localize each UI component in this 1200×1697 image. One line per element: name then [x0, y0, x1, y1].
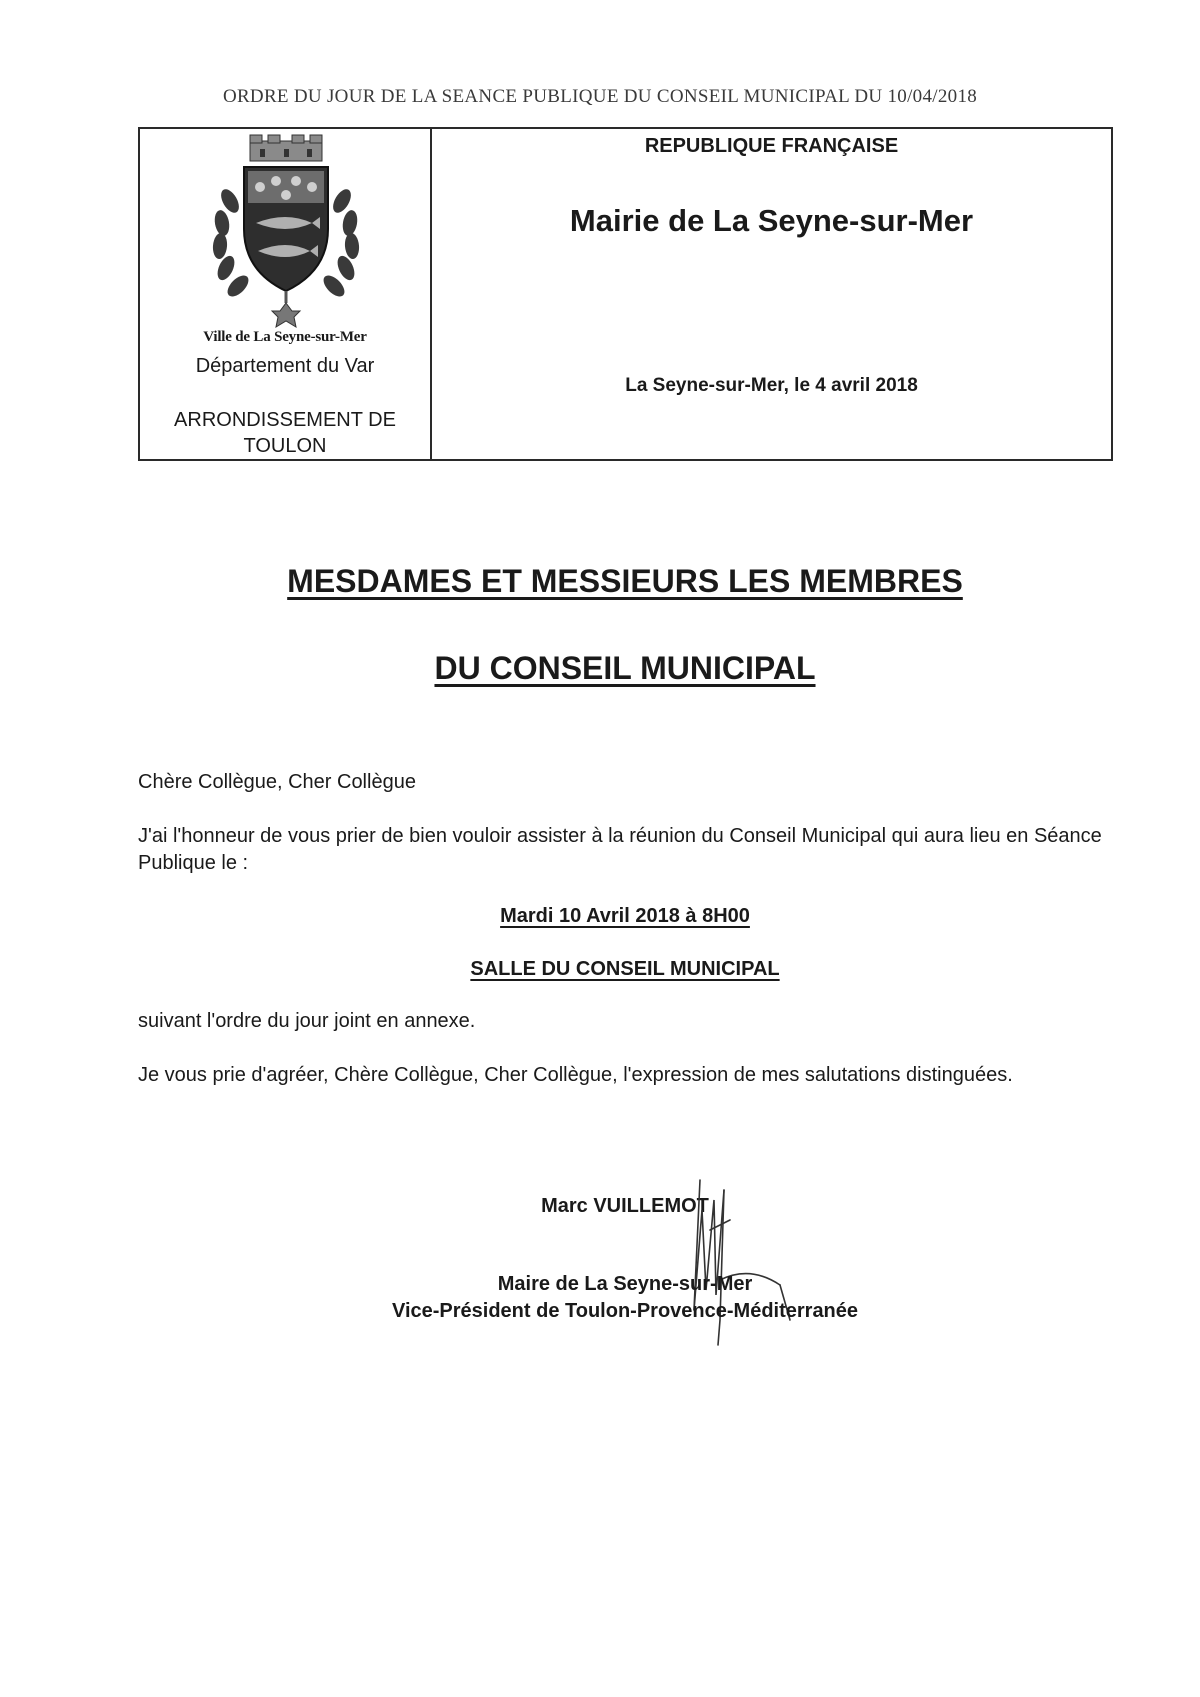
city-crest-icon — [200, 131, 372, 331]
handwritten-signature-icon — [680, 1170, 830, 1350]
letterhead — [138, 127, 1113, 461]
meeting-room: SALLE DU CONSEIL MUNICIPAL — [470, 958, 780, 980]
signer-title-vice-president: Vice-Président de Toulon-Provence-Méditerranée — [391, 1300, 859, 1322]
arrondissement-label: ARRONDISSEMENT DE TOULON — [174, 409, 396, 457]
addressee-line-1: MESDAMES ET MESSIEURS LES MEMBRES — [287, 563, 963, 599]
letter-date: La Seyne-sur-Mer, le 4 avril 2018 — [625, 375, 918, 396]
invitation-paragraph: J'ai l'honneur de vous prier de bien vouloir assister à la réunion du Conseil Municipal qui aura lieu en Séance Publique le : — [138, 825, 1102, 874]
letterhead-left-panel — [140, 129, 432, 459]
mairie-title: Mairie de La Seyne-sur-Mer — [569, 203, 974, 238]
closing-paragraph: Je vous prie d'agréer, Chère Collègue, Cher Collègue, l'expression de mes salutations distinguées. — [138, 1064, 1013, 1086]
letterhead-right-panel — [432, 129, 1111, 459]
ville-caption: Ville de La Seyne-sur-Mer — [203, 329, 367, 345]
running-header: ORDRE DU JOUR DE LA SEANCE PUBLIQUE DU CONSEIL MUNICIPAL DU 10/04/2018 — [222, 86, 978, 107]
signer-title-mayor: Maire de La Seyne-sur-Mer — [497, 1273, 753, 1295]
signer-name: Marc VUILLEMOT — [541, 1195, 709, 1217]
addressee-line-2: DU CONSEIL MUNICIPAL — [434, 650, 816, 686]
republique-label: REPUBLIQUE FRANÇAISE — [644, 135, 899, 157]
departement-label: Département du Var — [195, 355, 375, 377]
agenda-note: suivant l'ordre du jour joint en annexe. — [138, 1010, 476, 1032]
salutation: Chère Collègue, Cher Collègue — [138, 771, 416, 793]
meeting-date: Mardi 10 Avril 2018 à 8H00 — [500, 905, 750, 927]
